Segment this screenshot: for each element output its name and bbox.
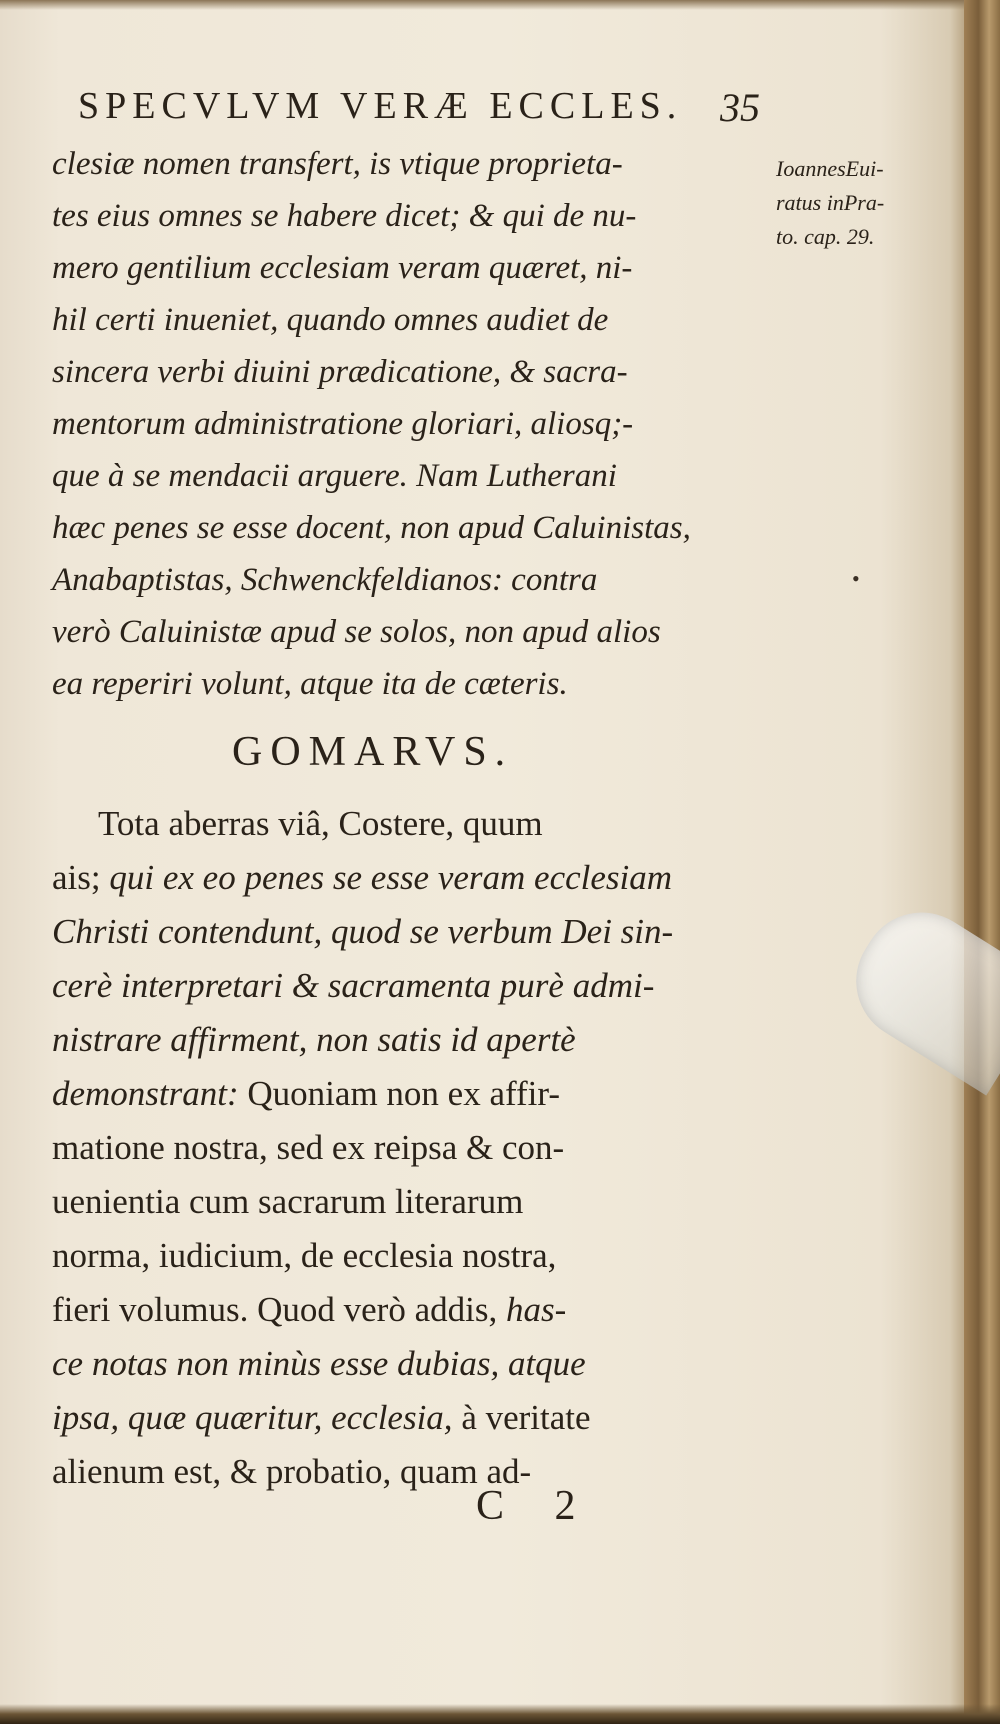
text-line: mero gentilium ecclesiam veram quæret, ni- <box>52 250 633 286</box>
signature-mark: C 2 <box>476 1483 596 1529</box>
text-line: fieri volumus. Quod verò addis, has- <box>52 1290 567 1329</box>
margin-mark: • <box>852 566 860 591</box>
margin-note-line: IoannesEui- <box>776 156 884 181</box>
text-line: mentorum administratione gloriari, aliosq;- <box>52 406 634 442</box>
text-line: ea reperiri volunt, atque ita de cæteris. <box>52 666 568 702</box>
text-line: ais; qui ex eo penes se esse veram ecclesiam <box>52 858 673 897</box>
text-line: verò Caluinistæ apud se solos, non apud alios <box>52 614 661 650</box>
page-number: 35 <box>720 85 760 130</box>
text-line: ipsa, quæ quæritur, ecclesia, à veritate <box>52 1398 591 1437</box>
text-line: matione nostra, sed ex reipsa & con- <box>52 1128 565 1167</box>
text-line: Christi contendunt, quod se verbum Dei sin- <box>52 912 674 951</box>
text-line: nistrare affirment, non satis id apertè <box>52 1020 576 1059</box>
text-line: alienum est, & probatio, quam ad- <box>52 1452 532 1491</box>
text-line: sincera verbi diuini prædicatione, & sacra- <box>52 354 628 390</box>
text-line: Tota aberras viâ, Costere, quum <box>98 804 543 843</box>
book-binding-edge <box>964 0 1000 1724</box>
text-line: cerè interpretari & sacramenta purè admi- <box>52 966 655 1005</box>
text-line: ce notas non minùs esse dubias, atque <box>52 1344 586 1383</box>
margin-note <box>776 152 926 254</box>
text-line: Anabaptistas, Schwenckfeldianos: contra <box>52 562 598 598</box>
page-top-edge <box>0 0 1000 10</box>
margin-note-line: to. cap. 29. <box>776 224 875 249</box>
section-heading: GOMARVS. <box>232 729 514 775</box>
margin-note-line: ratus inPra- <box>776 190 885 215</box>
text-line: hæc penes se esse docent, non apud Caluinistas, <box>52 510 691 546</box>
page-bottom-edge <box>0 1704 1000 1724</box>
text-line: norma, iudicium, de ecclesia nostra, <box>52 1236 557 1275</box>
text-line: uenientia cum sacrarum literarum <box>52 1182 524 1221</box>
text-line: hil certi inueniet, quando omnes audiet de <box>52 302 609 338</box>
text-line: que à se mendacii arguere. Nam Lutherani <box>52 458 617 494</box>
text-line: tes eius omnes se habere dicet; & qui de nu- <box>52 198 637 234</box>
text-line: clesiæ nomen transfert, is vtique proprieta- <box>52 146 623 182</box>
text-line: demonstrant: Quoniam non ex affir- <box>52 1074 560 1113</box>
running-title: SPECVLVM VERÆ ECCLES. <box>78 85 683 127</box>
